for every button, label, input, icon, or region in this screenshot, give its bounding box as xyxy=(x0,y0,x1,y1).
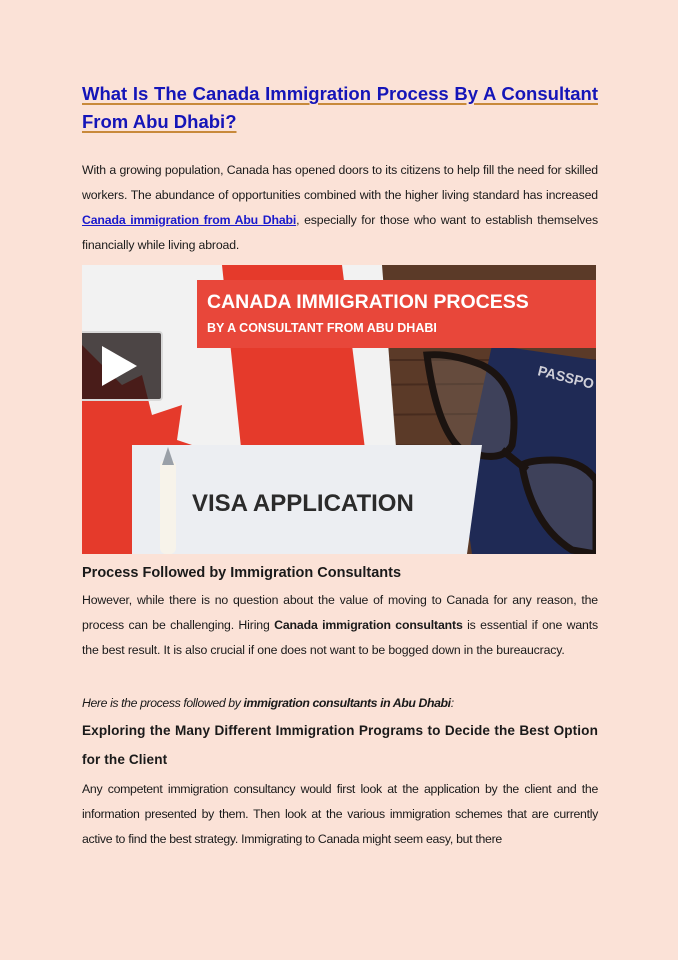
play-icon xyxy=(82,333,161,399)
section1-paragraph xyxy=(82,588,598,663)
section2-paragraph: Any competent immigration consultancy would first look at the application by the client and the information presented by them. Then look at the various immigration schemes that are currently active to find the best strategy. Immigrating to Canada might seem easy, but there xyxy=(82,782,598,846)
intro-text-end: , especially for those who want to establish themselves financially while living abroad. xyxy=(82,213,598,252)
svg-text:VISA APPLICATION: VISA APPLICATION xyxy=(192,490,414,517)
section-heading-exploring: Exploring the Many Different Immigration Programs to Decide the Best Option for the Client xyxy=(82,723,598,767)
intro-paragraph xyxy=(82,158,598,258)
svg-text:PASSPO: PASSPO xyxy=(536,362,596,392)
lead-bold-term: immigration consultants in Abu Dhabi xyxy=(243,696,451,710)
canada-immigration-link[interactable]: Canada immigration from Abu Dhabi xyxy=(82,213,297,227)
play-button[interactable] xyxy=(82,331,163,401)
section-heading-process: Process Followed by Immigration Consultants xyxy=(82,565,402,581)
document-page xyxy=(82,80,598,846)
section1-bold-term: Canada immigration consultants xyxy=(274,618,463,632)
section1-text-end: is essential if one wants the best result. It is also crucial if one does not want to be bogged down in the bureaucracy. xyxy=(82,618,598,657)
article-title[interactable] xyxy=(82,80,598,136)
lead-colon: : xyxy=(450,696,454,710)
article-title-link[interactable]: What Is The Canada Immigration Process By A Consultant From Abu Dhabi? xyxy=(82,83,598,132)
intro-text-start: With a growing population, Canada has opened doors to its citizens to help fill the need for skilled workers. The abundance of opportunities combined with the higher living standard has increased xyxy=(82,163,598,202)
lead-text: Here is the process followed by xyxy=(82,696,244,710)
hero-image xyxy=(82,265,596,554)
process-lead-line xyxy=(82,691,598,716)
section1-text-start: However, while there is no question about the value of moving to Canada for any reason, the process can be challenging. Hiring xyxy=(82,593,598,632)
svg-text:CANADA IMMIGRATION PROCESS: CANADA IMMIGRATION PROCESS xyxy=(207,291,529,313)
svg-text:BY A CONSULTANT FROM ABU DHABI: BY A CONSULTANT FROM ABU DHABI xyxy=(207,321,437,335)
hero-illustration xyxy=(82,265,596,554)
